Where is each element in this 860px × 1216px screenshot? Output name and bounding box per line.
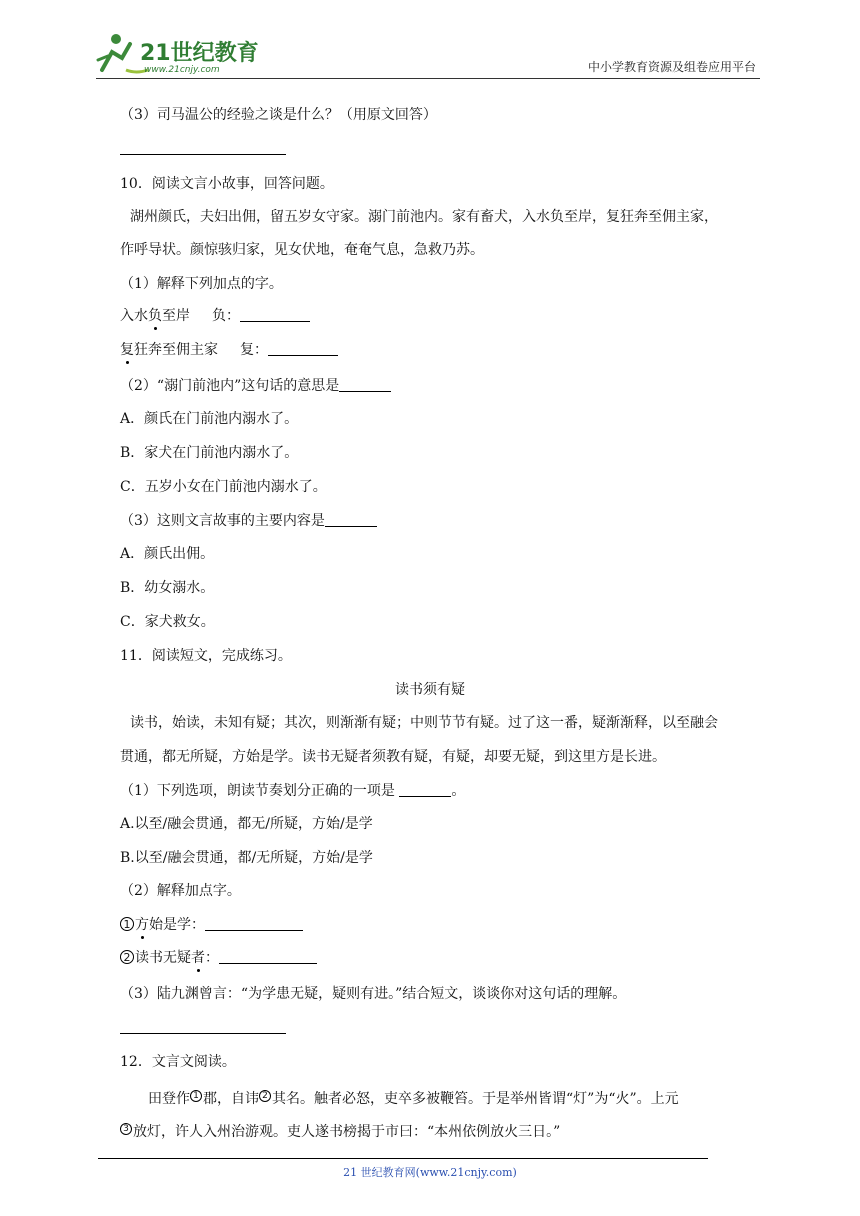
q11-sub1-end: 。 <box>451 783 466 799</box>
logo-icon <box>96 30 266 76</box>
q10-word1-label: 负： <box>212 308 240 324</box>
q12-note2-number: 2 <box>259 1090 271 1102</box>
q11-title: 11．阅读短文，完成练习。 <box>120 648 292 664</box>
q10-sub3-option-b[interactable]: B．幼女溺水。 <box>120 580 215 596</box>
q11-item2-dotted: 者 <box>191 950 205 966</box>
q10-sub2-option-c[interactable]: C．五岁小女在门前池内溺水了。 <box>120 479 327 495</box>
q12-p1-b: 郡，自讳 <box>203 1091 259 1107</box>
q10-word1-post: 至岸 <box>162 308 190 324</box>
q10-word2-dotted: 复 <box>120 342 134 358</box>
q11-item2 <box>120 949 317 967</box>
q11-item2-post: ： <box>205 950 219 966</box>
q10-word2-post: 狂奔至佣主家 <box>134 342 218 358</box>
q12-p2: 放灯，许人入州治游观。吏人遂书榜揭于市曰：“本州依例放火三日。” <box>133 1124 561 1140</box>
q11-sub2: （2）解释加点字。 <box>120 883 241 899</box>
q12-note3 <box>120 1123 133 1134</box>
q10-word2 <box>120 341 338 359</box>
page-header <box>96 30 760 79</box>
header-platform-text: 中小学教育资源及组卷应用平台 <box>587 60 756 74</box>
q12-note2 <box>259 1090 272 1101</box>
q10-sub2-blank[interactable] <box>339 377 391 392</box>
q9-answer-line[interactable] <box>120 154 286 155</box>
q10-sub2-option-a[interactable]: A．颜氏在门前池内溺水了。 <box>120 411 299 427</box>
q12-passage-line1 <box>148 1087 679 1108</box>
q10-sub3-option-c[interactable]: C．家犬救女。 <box>120 614 215 630</box>
q10-sub2-text: （2）“溺门前池内”这句话的意思是 <box>120 378 340 394</box>
q11-sub3: （3）陆九渊曾言：“为学患无疑，疑则有进。”结合短文，谈谈你对这句话的理解。 <box>120 986 627 1002</box>
q10-passage-line1: 湖州颜氏，夫妇出佣，留五岁女守家。溺门前池内。家有畜犬，入水负至岸，复狂奔至佣主家， <box>130 209 718 225</box>
q11-item2-blank[interactable] <box>219 949 317 964</box>
svg-text:21世纪教育: 21世纪教育 <box>140 41 259 66</box>
q10-sub3 <box>120 512 377 530</box>
q11-answer-line[interactable] <box>120 1033 286 1034</box>
q11-sub1-text: （1）下列选项，朗读节奏划分正确的一项是 <box>120 783 400 799</box>
q10-sub3-blank[interactable] <box>325 512 377 527</box>
svg-text:www.21cnjy.com: www.21cnjy.com <box>144 65 220 75</box>
q10-word1-pre: 入水 <box>120 308 148 324</box>
q11-item2-pre: 读书无疑 <box>135 950 191 966</box>
q10-word2-blank[interactable] <box>268 341 338 356</box>
q12-note1-number: 1 <box>190 1090 202 1102</box>
q11-sub1-blank[interactable] <box>399 782 451 797</box>
q10-sub1: （1）解释下列加点的字。 <box>120 276 283 292</box>
q11-item1-dotted: 方 <box>135 917 149 933</box>
q10-word2-label: 复： <box>240 342 268 358</box>
q10-passage-line2: 作呼导状。颜惊骇归家，见女伏地，奄奄气息，急救乃苏。 <box>120 242 484 258</box>
q10-word1-blank[interactable] <box>240 307 310 322</box>
q11-passage-line1: 读书，始读，未知有疑；其次，则渐渐有疑；中则节节有疑。过了这一番，疑渐渐释，以至融会 <box>130 715 718 731</box>
q11-passage-title: 读书须有疑 <box>395 682 465 698</box>
q12-p1-c: 其名。触者必怒，吏卒多被鞭笞。于是举州皆谓“灯”为“火”。上元 <box>272 1091 679 1107</box>
q11-passage-line2: 贯通，都无所疑，方始是学。读书无疑者须教有疑，有疑，却要无疑，到这里方是长进。 <box>120 749 666 765</box>
footer-link[interactable]: 21 世纪教育网(www.21cnjy.com) <box>343 1166 517 1179</box>
q12-title: 12．文言文阅读。 <box>120 1054 236 1070</box>
q12-note3-number: 3 <box>120 1123 132 1135</box>
q10-word1 <box>120 307 310 325</box>
q11-item1-blank[interactable] <box>205 916 303 931</box>
q10-sub2-option-b[interactable]: B．家犬在门前池内溺水了。 <box>120 445 299 461</box>
q11-sub1 <box>120 782 465 800</box>
q10-title: 10．阅读文言小故事，回答问题。 <box>120 176 334 192</box>
q9-sub3: （3）司马温公的经验之谈是什么？（用原文回答） <box>120 107 437 123</box>
q12-passage-line2 <box>120 1120 560 1141</box>
q11-item1-post: 始是学： <box>149 917 205 933</box>
q11-item2-number: 2 <box>120 950 134 964</box>
q10-sub3-option-a[interactable]: A．颜氏出佣。 <box>120 546 215 562</box>
q12-p1-a: 田登作 <box>148 1091 190 1107</box>
q11-sub1-option-b[interactable]: B.以至/融会贯通，都/无所疑，方始/是学 <box>120 850 373 866</box>
footer-divider <box>98 1158 708 1159</box>
q10-word1-dotted: 负 <box>148 308 162 324</box>
q11-sub1-option-a[interactable]: A.以至/融会贯通，都无/所疑，方始/是学 <box>120 816 373 832</box>
q12-note1 <box>190 1090 203 1101</box>
q11-item1-number: 1 <box>120 917 134 931</box>
q10-sub3-text: （3）这则文言故事的主要内容是 <box>120 513 325 529</box>
q11-item1 <box>120 916 303 934</box>
q10-sub2 <box>120 377 391 395</box>
